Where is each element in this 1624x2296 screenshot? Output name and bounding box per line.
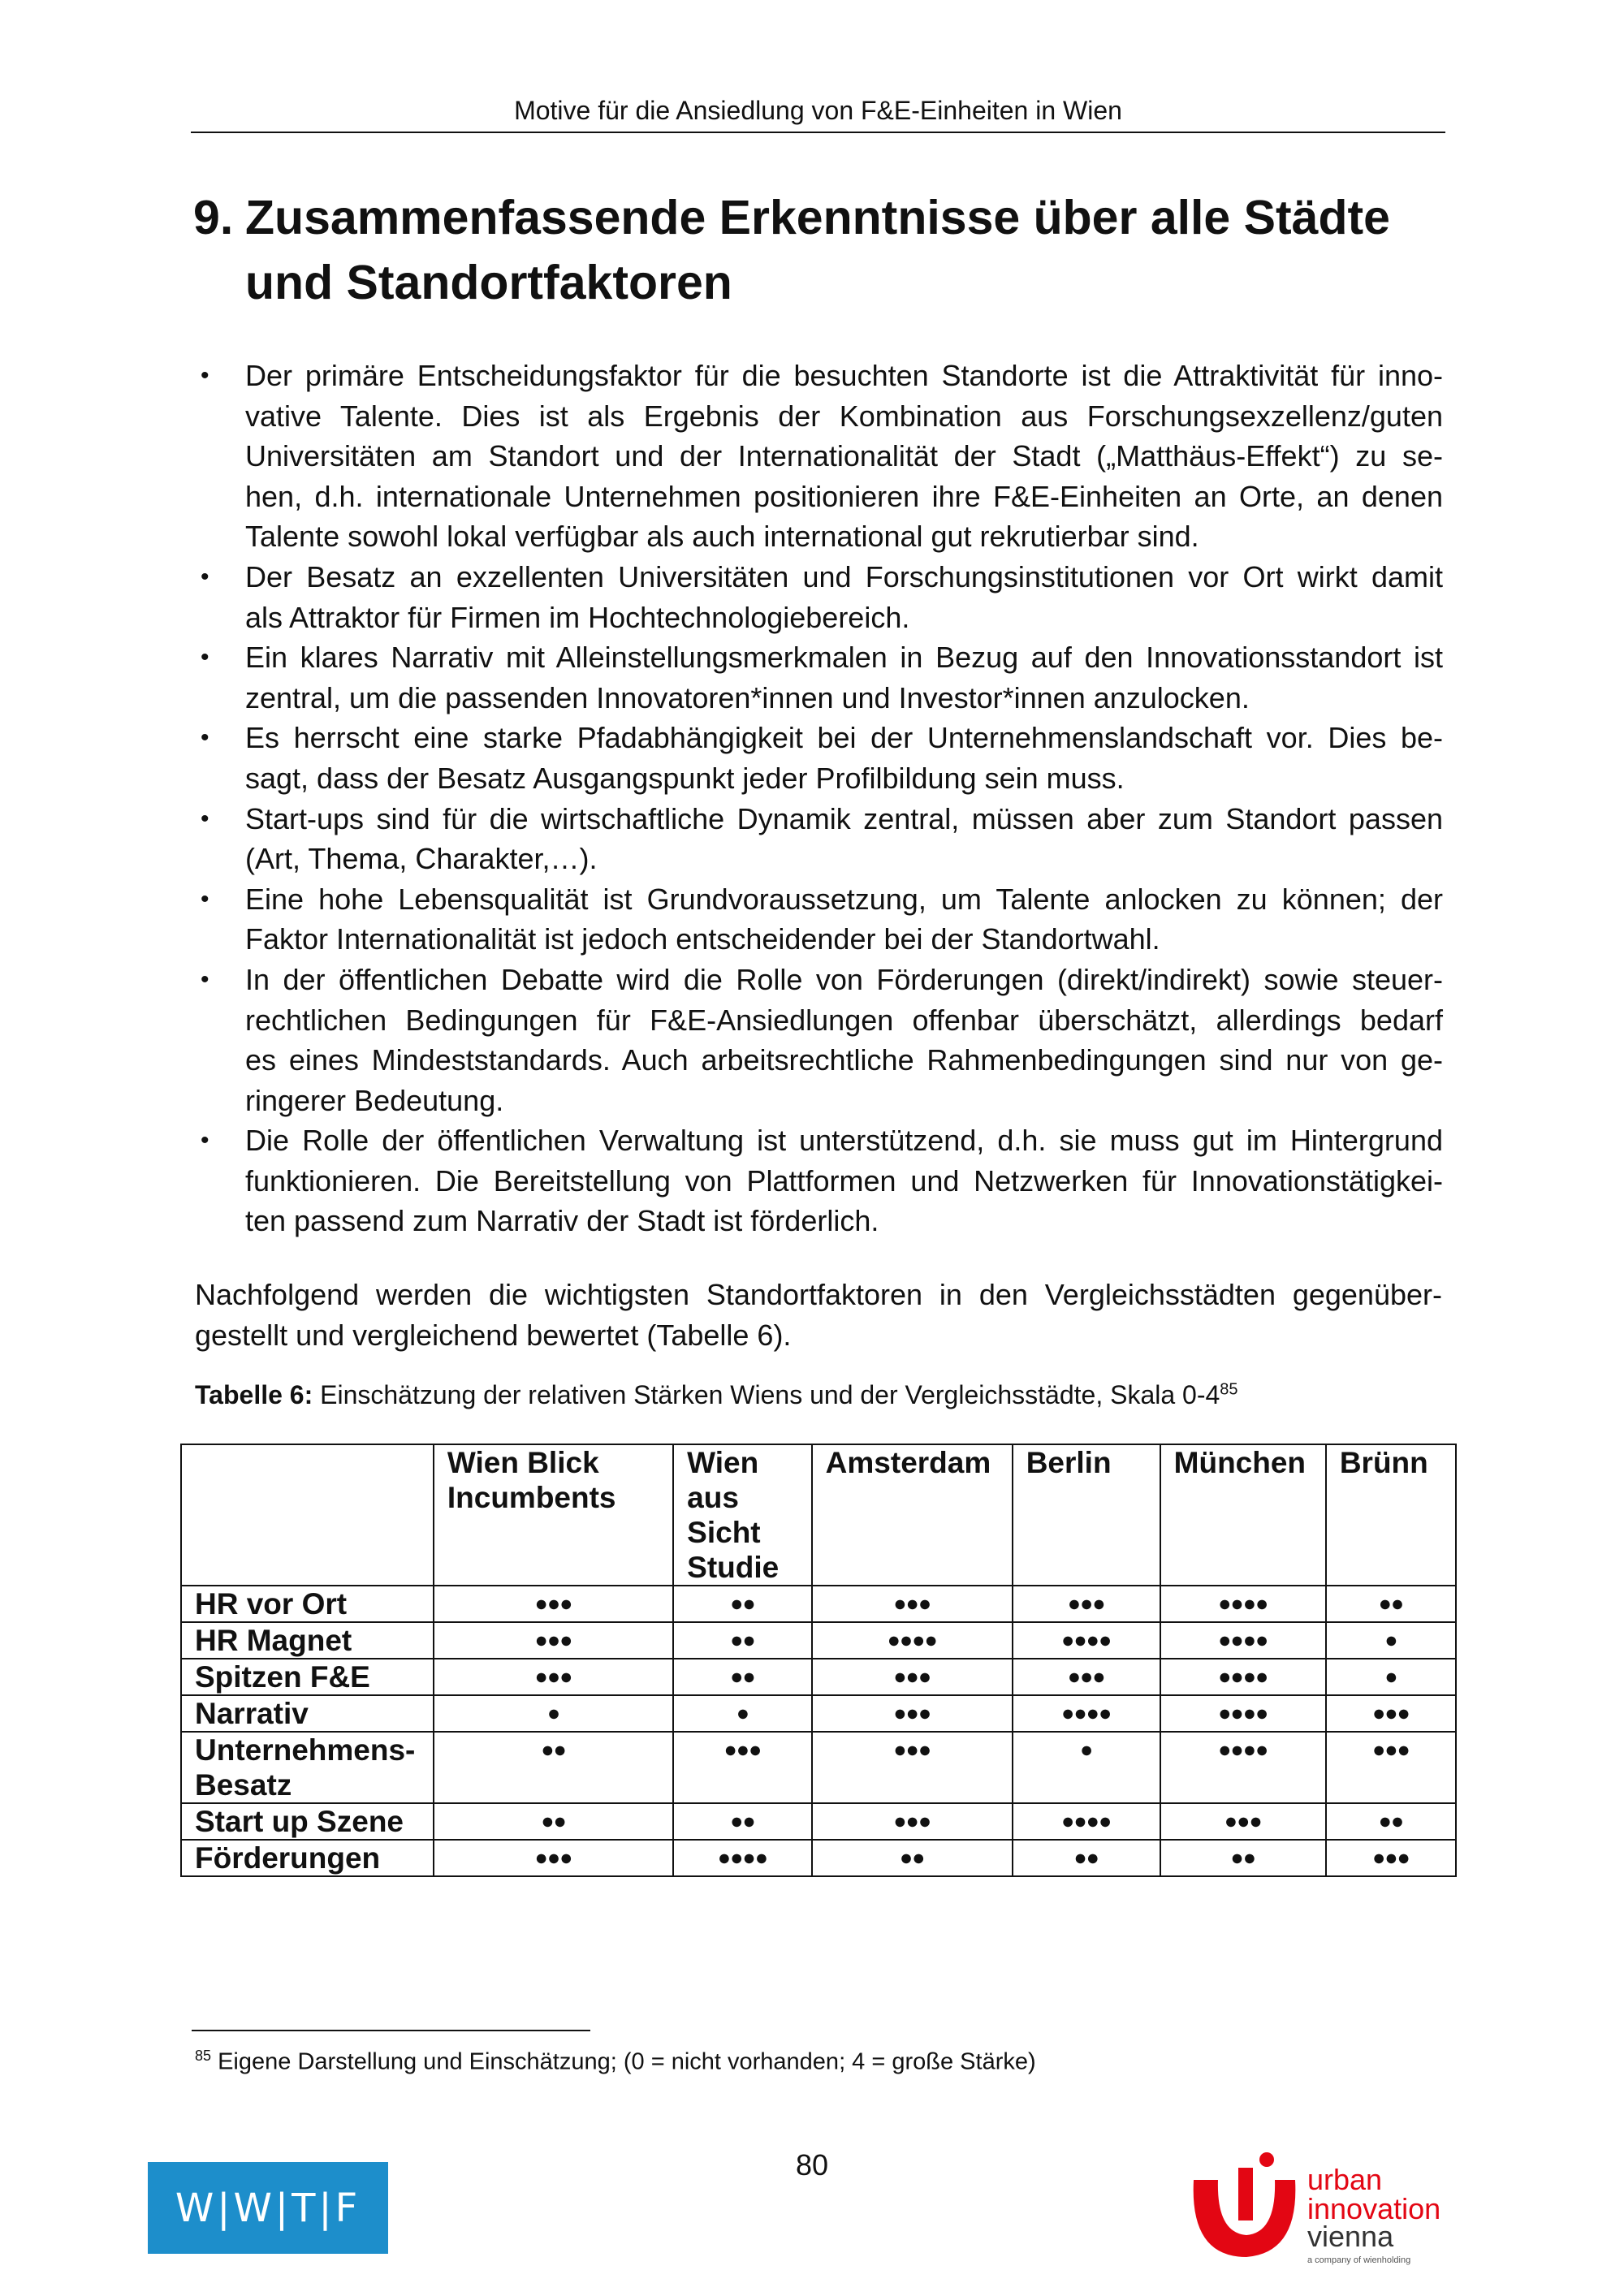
- rating-cell: ●●●: [434, 1659, 673, 1695]
- svg-text:vienna: vienna: [1307, 2220, 1394, 2253]
- table-row: [181, 1659, 1456, 1695]
- list-item: [201, 879, 1443, 960]
- rating-cell: ●●●: [1013, 1586, 1160, 1622]
- column-header: Brünn: [1326, 1444, 1456, 1586]
- text-line: funktionieren. Die Bereitstellung von Plattformen und Netzwerken für Innovationstätigkei-: [245, 1163, 1443, 1198]
- rating-cell: ●●: [1160, 1840, 1326, 1876]
- footnote-text: Eigene Darstellung und Einschätzung; (0 = nicht vorhanden; 4 = große Stärke): [211, 2048, 1036, 2075]
- rating-cell: ●●●: [812, 1695, 1013, 1732]
- urban-innovation-vienna-logo: [1186, 2147, 1470, 2269]
- rating-cell: ●●●: [1326, 1840, 1456, 1876]
- rating-cell: ●●: [673, 1586, 812, 1622]
- list-item: [201, 1120, 1443, 1241]
- rating-cell: ●●●: [812, 1732, 1013, 1803]
- bullet-icon: •: [201, 362, 209, 389]
- header-divider: [191, 132, 1445, 133]
- rating-cell: ●●●●: [1160, 1732, 1326, 1803]
- text-line: Talente sowohl lokal verfügbar als auch international gut rekrutierbar sind.: [245, 520, 1199, 554]
- text-line: sagt, dass der Besatz Ausgangspunkt jeder Profilbildung sein muss.: [245, 761, 1125, 795]
- column-header: Amsterdam: [812, 1444, 1013, 1586]
- text-line: vative Talente. Dies ist als Ergebnis der Kombination aus Forschungsexzellenz/guten: [245, 399, 1443, 433]
- text-line: (Art, Thema, Charakter,…).: [245, 842, 598, 876]
- rating-cell: ●●: [434, 1803, 673, 1840]
- page-number: 80: [795, 2148, 829, 2182]
- table-caption: [195, 1380, 1238, 1410]
- text-line: gestellt und vergleichend bewertet (Tabelle 6).: [195, 1318, 792, 1352]
- footnote: [195, 2048, 1036, 2076]
- bullet-icon: •: [201, 885, 209, 913]
- bullet-icon: •: [201, 563, 209, 590]
- svg-text:urban: urban: [1307, 2163, 1383, 2196]
- table-row: [181, 1732, 1456, 1803]
- section-number: 9.: [193, 191, 234, 244]
- column-header: München: [1160, 1444, 1326, 1586]
- rating-cell: ●●: [1013, 1840, 1160, 1876]
- text-line: Es herrscht eine starke Pfadabhängigkeit bei der Unternehmenslandschaft vor. Dies be-: [245, 721, 1443, 755]
- row-label: Start up Szene: [181, 1803, 434, 1840]
- table-row: [181, 1586, 1456, 1622]
- list-item: [201, 960, 1443, 1120]
- text-line: Ein klares Narrativ mit Alleinstellungsmerkmalen in Bezug auf den Innovationsstandort ist: [245, 641, 1443, 675]
- rating-cell: ●●: [673, 1803, 812, 1840]
- title-line: Zusammenfassende Erkenntnisse über alle Städte: [245, 191, 1390, 244]
- table-row: [181, 1695, 1456, 1732]
- table-row: [181, 1803, 1456, 1840]
- table-row: [181, 1840, 1456, 1876]
- rating-cell: ●●●: [1326, 1732, 1456, 1803]
- section-title: [193, 185, 1460, 315]
- header-empty: [181, 1444, 434, 1586]
- rating-cell: ●●●●: [1160, 1586, 1326, 1622]
- rating-cell: ●●●●: [812, 1622, 1013, 1659]
- rating-cell: ●●●: [434, 1840, 673, 1876]
- bullet-icon: •: [201, 724, 209, 752]
- rating-cell: ●●●: [812, 1586, 1013, 1622]
- svg-text:a company of wienholding: a company of wienholding: [1307, 2255, 1411, 2265]
- column-header: Wien aus Sicht Studie: [673, 1444, 812, 1586]
- row-label: HR vor Ort: [181, 1586, 434, 1622]
- text-line: hen, d.h. internationale Unternehmen positionieren ihre F&E-Einheiten an Orte, an denen: [245, 479, 1443, 513]
- rating-cell: ●●●: [812, 1803, 1013, 1840]
- list-item: [201, 557, 1443, 637]
- rating-cell: ●●: [1326, 1803, 1456, 1840]
- text-line: Die Rolle der öffentlichen Verwaltung ist unterstützend, d.h. sie muss gut im Hintergrund: [245, 1124, 1443, 1158]
- text-line: als Attraktor für Firmen im Hochtechnologiebereich.: [245, 600, 910, 634]
- column-header: Wien Blick Incumbents: [434, 1444, 673, 1586]
- rating-cell: ●: [1326, 1659, 1456, 1695]
- list-item: [201, 799, 1443, 879]
- row-label: HR Magnet: [181, 1622, 434, 1659]
- svg-text:innovation: innovation: [1307, 2192, 1441, 2225]
- rating-cell: ●●●●: [673, 1840, 812, 1876]
- footnote-ref: 85: [1220, 1380, 1238, 1399]
- intro-paragraph: [195, 1275, 1442, 1355]
- rating-cell: ●●: [673, 1622, 812, 1659]
- list-item: [201, 637, 1443, 718]
- rating-cell: ●●●: [673, 1732, 812, 1803]
- bullet-icon: •: [201, 644, 209, 671]
- rating-cell: ●●: [1326, 1586, 1456, 1622]
- text-line: ten passend zum Narrativ der Stadt ist förderlich.: [245, 1204, 879, 1238]
- rating-cell: ●: [1013, 1732, 1160, 1803]
- rating-cell: ●●: [434, 1732, 673, 1803]
- findings-list: [201, 356, 1443, 1241]
- text-line: rechtlichen Bedingungen für F&E-Ansiedlungen offenbar überschätzt, allerdings bedarf: [245, 1003, 1443, 1037]
- list-item: [201, 718, 1443, 798]
- wwtf-logo: W|W|T|F: [148, 2162, 388, 2254]
- bullet-icon: •: [201, 805, 209, 832]
- bullet-icon: •: [201, 965, 209, 993]
- text-line: Der primäre Entscheidungsfaktor für die besuchten Standorte ist die Attraktivität für inno-: [245, 359, 1443, 392]
- rating-cell: ●●: [673, 1659, 812, 1695]
- rating-cell: ●●: [812, 1840, 1013, 1876]
- rating-cell: ●●●●: [1013, 1695, 1160, 1732]
- caption-text: Einschätzung der relativen Stärken Wiens und der Vergleichsstädte, Skala 0-4: [313, 1380, 1220, 1409]
- rating-cell: ●●●●: [1013, 1803, 1160, 1840]
- title-line: und Standortfaktoren: [245, 256, 732, 309]
- caption-label: Tabelle 6:: [195, 1380, 313, 1409]
- row-label: Unternehmens- Besatz: [181, 1732, 434, 1803]
- footnote-number: 85: [195, 2048, 212, 2064]
- text-line: ringerer Bedeutung.: [245, 1083, 504, 1117]
- text-line: Nachfolgend werden die wichtigsten Standortfaktoren in den Vergleichsstädten gegenüber-: [195, 1278, 1442, 1311]
- rating-cell: ●: [434, 1695, 673, 1732]
- text-line: Faktor Internationalität ist jedoch entscheidender bei der Standortwahl.: [245, 922, 1160, 956]
- rating-cell: ●●●●: [1160, 1622, 1326, 1659]
- rating-cell: ●: [673, 1695, 812, 1732]
- row-label: Narrativ: [181, 1695, 434, 1732]
- bullet-icon: •: [201, 1127, 209, 1154]
- row-label: Förderungen: [181, 1840, 434, 1876]
- rating-cell: ●●●: [434, 1622, 673, 1659]
- running-header: Motive für die Ansiedlung von F&E-Einheiten in Wien: [514, 96, 1122, 125]
- table-row: [181, 1622, 1456, 1659]
- rating-cell: ●●●●: [1013, 1622, 1160, 1659]
- rating-cell: ●: [1326, 1622, 1456, 1659]
- column-header: Berlin: [1013, 1444, 1160, 1586]
- footnote-divider: [192, 2030, 590, 2031]
- rating-cell: ●●●●: [1160, 1659, 1326, 1695]
- rating-cell: ●●●: [812, 1659, 1013, 1695]
- ratings-table: [180, 1444, 1457, 1877]
- text-line: es eines Mindeststandards. Auch arbeitsrechtliche Rahmenbedingungen sind nur von ge-: [245, 1043, 1443, 1077]
- text-line: Universitäten am Standort und der Internationalität der Stadt („Matthäus-Effekt“) zu se-: [245, 439, 1443, 473]
- rating-cell: ●●●: [434, 1586, 673, 1622]
- row-label: Spitzen F&E: [181, 1659, 434, 1695]
- text-line: Eine hohe Lebensqualität ist Grundvoraussetzung, um Talente anlocken zu können; der: [245, 882, 1443, 916]
- rating-cell: ●●●: [1160, 1803, 1326, 1840]
- rating-cell: ●●●: [1326, 1695, 1456, 1732]
- rating-cell: ●●●: [1013, 1659, 1160, 1695]
- list-item: [201, 356, 1443, 557]
- text-line: Start-ups sind für die wirtschaftliche Dynamik zentral, müssen aber zum Standort passen: [245, 801, 1443, 835]
- text-line: Der Besatz an exzellenten Universitäten und Forschungsinstitutionen vor Ort wirkt damit: [245, 559, 1443, 593]
- rating-cell: ●●●●: [1160, 1695, 1326, 1732]
- text-line: zentral, um die passenden Innovatoren*innen und Investor*innen anzulocken.: [245, 680, 1250, 714]
- text-line: In der öffentlichen Debatte wird die Rolle von Förderungen (direkt/indirekt) sowie steuer-: [245, 962, 1443, 996]
